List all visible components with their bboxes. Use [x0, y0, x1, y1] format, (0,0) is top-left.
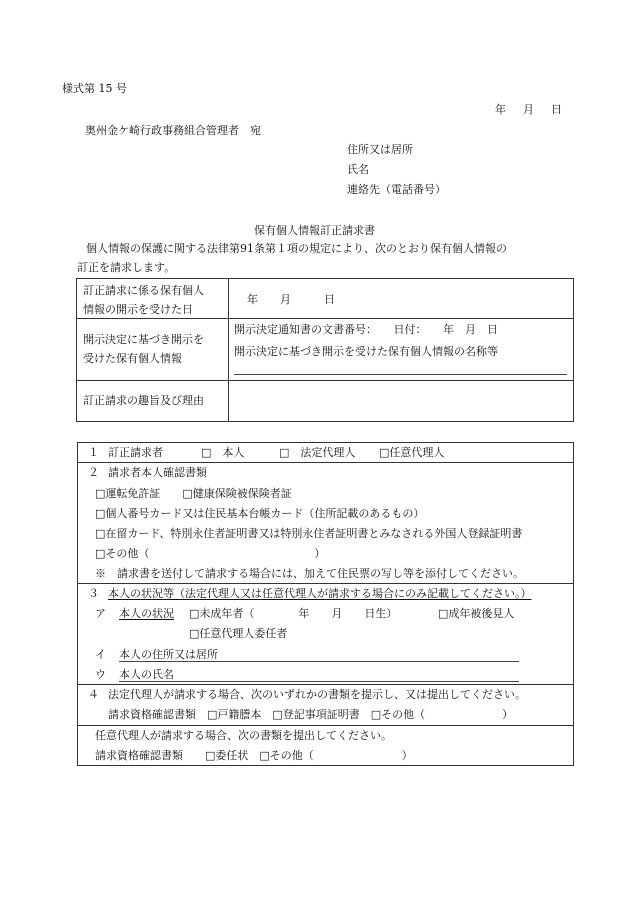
principal-address-line	[119, 661, 519, 662]
table2-line-2	[77, 583, 574, 584]
intro-line-2: 訂正を請求します。	[77, 261, 176, 274]
disclosure-date-value[interactable]: 年 月 日	[247, 293, 335, 306]
adult-ward-checkbox[interactable]: □成年被後見人	[438, 607, 515, 620]
reason-label: 訂正請求の趣旨及び理由	[83, 394, 204, 407]
date-field: 年 月 日	[495, 103, 565, 116]
principal-address-field[interactable]: 本人の住所又は居所	[119, 648, 218, 661]
disclosed-info-label: 開示決定に基づき開示を 受けた保有個人情報	[83, 333, 204, 366]
principal-name-field[interactable]: 本人の氏名	[119, 668, 174, 681]
id-docs-line-2[interactable]: □個人番号カード又は住民基本台帳カード（住所記載のあるもの）	[95, 507, 425, 520]
voluntary-principal-checkbox[interactable]: □任意代理人委任者	[189, 627, 288, 640]
status-a-label: 本人の状況	[119, 607, 174, 620]
table2-line-4	[77, 725, 574, 726]
disclosure-notice-number-field[interactable]: 開示決定通知書の文書番号： 日付： 年 月 日	[234, 323, 498, 336]
id-docs-line-1[interactable]: □運転免許証 □健康保険被保険者証	[95, 487, 292, 500]
section-1-label: 訂正請求者	[108, 446, 163, 459]
section-1-number: １	[88, 446, 99, 459]
section-2-number: ２	[88, 466, 99, 479]
section-4-number: ４	[88, 688, 99, 701]
minor-checkbox[interactable]: □未成年者（ 年 月 日生）	[189, 607, 398, 620]
id-docs-other-checkbox[interactable]: □その他（ ）	[95, 547, 326, 560]
name-label: 氏名	[347, 163, 369, 176]
legal-agent-docs[interactable]: 請求資格確認書類 □戸籍謄本 □登記事項証明書 □その他（ ）	[108, 708, 514, 721]
addressee: 奥州金ケ崎行政事務組合管理者 宛	[85, 124, 261, 137]
section-3-label: 本人の状況等（法定代理人又は任意代理人が請求する場合にのみ記載してください。）	[108, 587, 532, 600]
id-docs-line-3[interactable]: □在留カード、特別永住者証明書又は特別永住者証明書とみなされる外国人登録証明書	[95, 527, 523, 540]
contact-label: 連絡先（電話番号）	[347, 183, 446, 196]
section-2-label: 請求者本人確認書類	[108, 466, 207, 479]
section-3-number: ３	[88, 587, 99, 600]
principal-name-line	[119, 681, 519, 682]
table1-divider	[228, 278, 229, 422]
table2-line-1	[77, 462, 574, 463]
status-u-prefix: ウ	[95, 668, 106, 681]
disclosure-date-label: 訂正請求に係る保有個人 情報の開示を受けた日	[83, 284, 204, 317]
address-label: 住所又は居所	[347, 143, 413, 156]
document-title: 保有個人情報訂正請求書	[254, 224, 375, 237]
table2-line-3	[77, 684, 574, 685]
disclosed-info-name-line	[234, 374, 567, 375]
intro-line-1: 個人情報の保護に関する法律第91条第１項の規定により、次のとおり保有個人情報の	[86, 242, 507, 255]
form-number: 様式第 15 号	[62, 82, 127, 95]
requester-self-checkbox[interactable]: □ 本人	[201, 446, 245, 459]
status-i-prefix: イ	[95, 648, 106, 661]
legal-agent-instruction: 法定代理人が請求する場合、次のいずれかの書類を提示し、又は提出してください。	[108, 688, 526, 701]
requester-voluntary-agent-checkbox[interactable]: □任意代理人	[379, 446, 445, 459]
table1-row-line-2	[76, 380, 574, 381]
voluntary-agent-docs[interactable]: 請求資格確認書類 □委任状 □その他（ ）	[95, 749, 413, 762]
status-a-prefix: ア	[95, 607, 106, 620]
id-docs-note: ※ 請求書を送付して請求する場合には、加えて住民票の写し等を添付してください。	[95, 567, 524, 580]
disclosed-info-name-field[interactable]: 開示決定に基づき開示を受けた保有個人情報の名称等	[234, 345, 498, 358]
voluntary-agent-instruction: 任意代理人が請求する場合、次の書類を提出してください。	[95, 729, 392, 742]
requester-legal-agent-checkbox[interactable]: □ 法定代理人	[279, 446, 356, 459]
